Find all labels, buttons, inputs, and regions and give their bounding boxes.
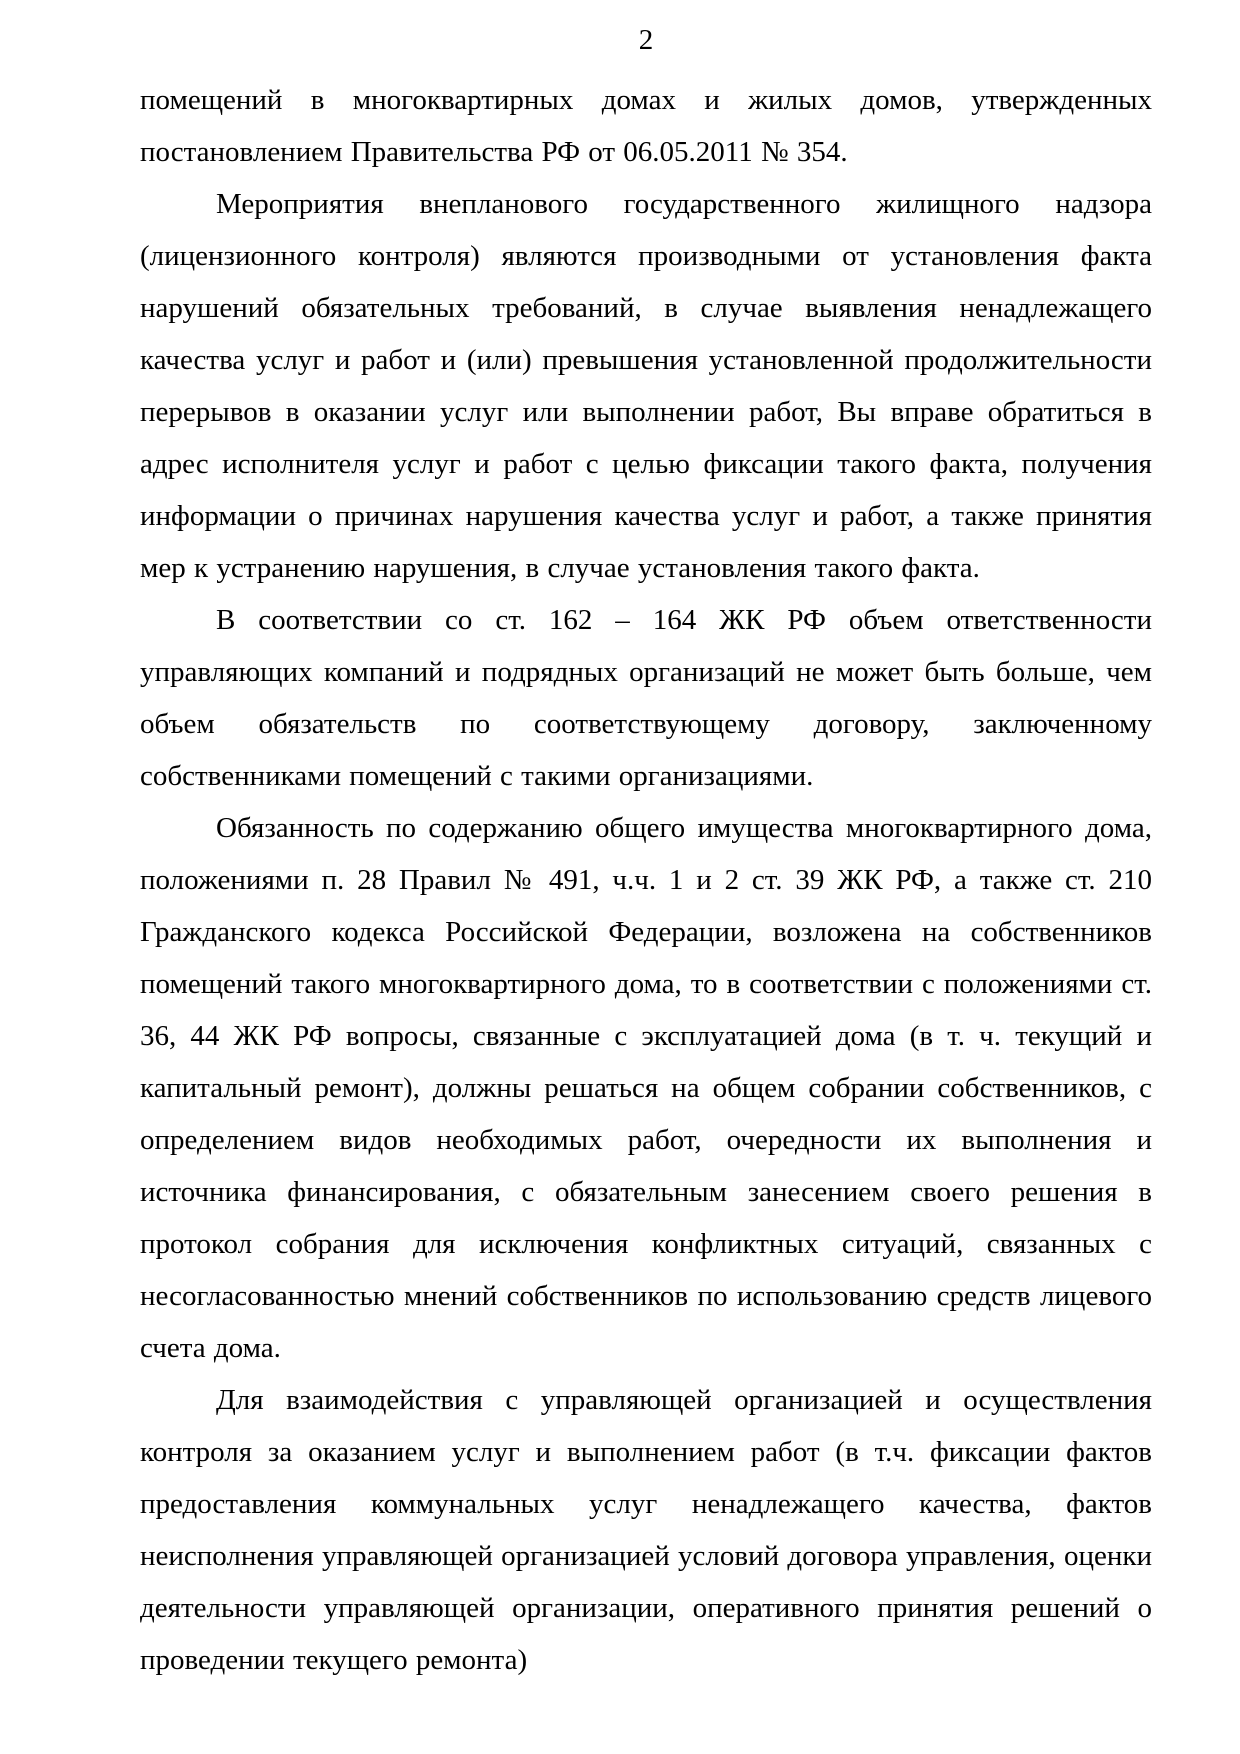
- body-paragraph: Обязанность по содержанию общего имущества многоквартирного дома, положениями п. 28 Правил № 491, ч.ч. 1 и 2 ст. 39 ЖК РФ, а также ст. 210 Гражданского кодекса Российской Федерации, возложена на собственников помещений такого многоквартирного дома, то в соответствии с положениями ст. 36, 44 ЖК РФ вопросы, связанные с эксплуатацией дома (в т. ч. текущий и капитальный ремонт), должны решаться на общем собрании собственников, с определением видов необходимых работ, очередности их выполнения и источника финансирования, с обязательным занесением своего решения в протокол собрания для исключения конфликтных ситуаций, связанных с несогласованностью мнений собственников по использованию средств лицевого счета дома.: [140, 812, 1152, 1364]
- body-paragraph: Для взаимодействия с управляющей организацией и осуществления контроля за оказанием услуг и выполнением работ (в т.ч. фиксации фактов предоставления коммунальных услуг ненадлежащего качества, фактов неисполнения управляющей организацией условий договора управления, оценки деятельности управляющей организации, оперативного принятия решений о проведении текущего ремонта): [140, 1384, 1152, 1676]
- body-paragraph: Мероприятия внепланового государственного жилищного надзора (лицензионного контроля) являются производными от установления факта нарушений обязательных требований, в случае выявления ненадлежащего качества услуг и работ и (или) превышения установленной продолжительности перерывов в оказании услуг или выполнении работ, Вы вправе обратиться в адрес исполнителя услуг и работ с целью фиксации такого факта, получения информации о причинах нарушения качества услуг и работ, а также принятия мер к устранению нарушения, в случае установления такого факта.: [140, 188, 1152, 584]
- page-number: 2: [638, 24, 654, 56]
- body-paragraph: В соответствии со ст. 162 – 164 ЖК РФ объем ответственности управляющих компаний и подрядных организаций не может быть больше, чем объем обязательств по соответствующему договору, заключенному собственниками помещений с такими организациями.: [140, 604, 1152, 792]
- document-body: [140, 74, 1152, 1686]
- body-paragraph: помещений в многоквартирных домах и жилых домов, утвержденных постановлением Правительства РФ от 06.05.2011 № 354.: [140, 84, 1152, 168]
